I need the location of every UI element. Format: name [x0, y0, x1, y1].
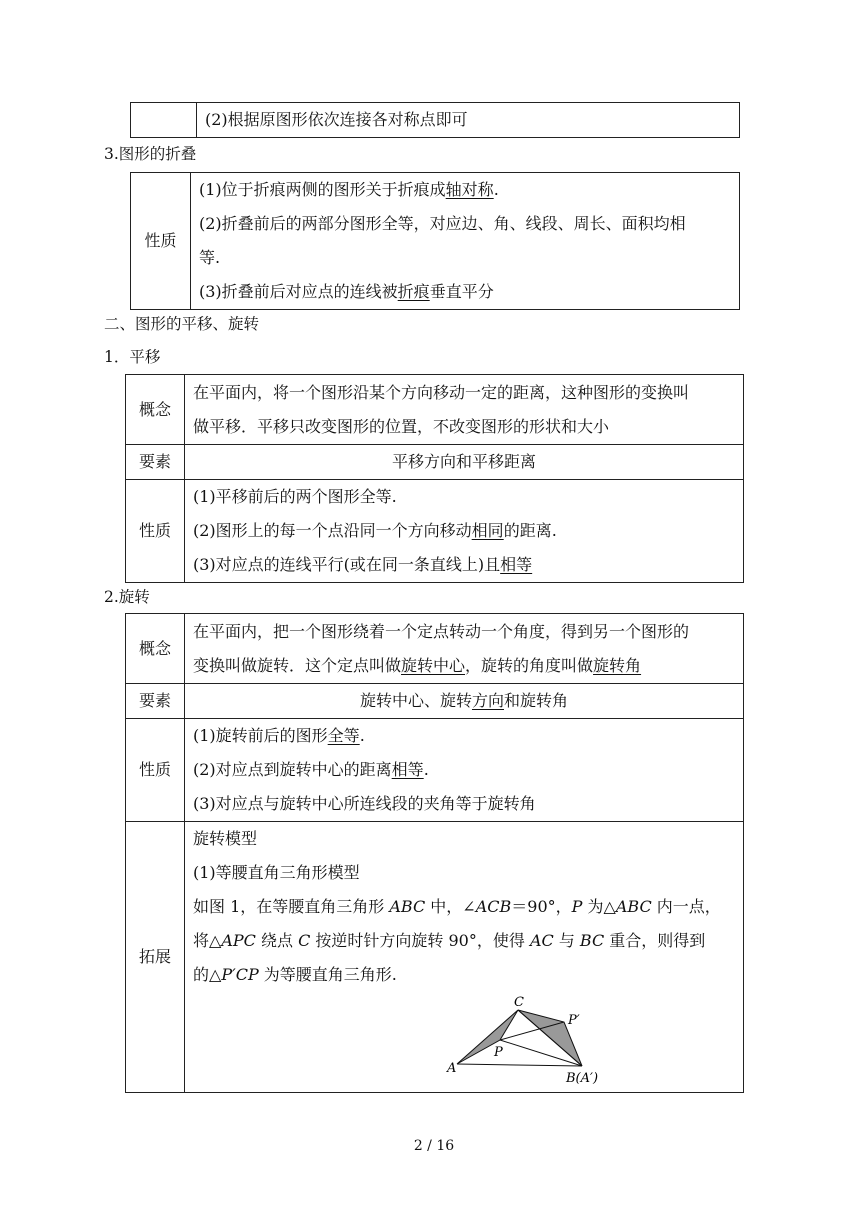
translation-concept-label: 概念 — [126, 375, 185, 445]
translation-properties — [185, 480, 744, 583]
rotation-property-label: 性质 — [126, 719, 185, 822]
folding-heading: 3.图形的折叠 — [104, 145, 197, 163]
translation-concept-line-1: 在平面内，将一个图形沿某个方向移动一定的距离，这种图形的变换叫 — [193, 382, 690, 402]
folding-prop-2b: 等. — [199, 248, 221, 267]
rotation-prop-2: (2)对应点到旋转中心的距离相等. — [193, 760, 429, 779]
rotation-heading: 2.旋转 — [104, 588, 150, 606]
translation-concept-line-2: 做平移．平移只改变图形的位置，不改变图形的形状和大小 — [193, 416, 610, 436]
extension-text-line-2: 将△APC 绕点 C 按逆时针方向旋转 90°，使得 AC 与 BC 重合，则得到 — [193, 931, 706, 950]
translation-prop-1: (1)平移前后的两个图形全等. — [193, 487, 397, 506]
label-b-a-prime: B(A′) — [566, 1071, 599, 1086]
extension-text-line-3: 的△P′CP 为等腰直角三角形. — [193, 965, 397, 984]
rotation-concept-label: 概念 — [126, 614, 185, 684]
folding-prop-1: (1)位于折痕两侧的图形关于折痕成轴对称. — [199, 180, 499, 199]
folding-properties — [191, 173, 740, 310]
extension-text-line-1: 如图 1，在等腰直角三角形 ABC 中，∠ACB＝90°，P 为△ABC 内一点， — [193, 897, 721, 916]
translation-heading: 1．平移 — [104, 348, 161, 366]
translation-elements-label: 要素 — [126, 445, 185, 480]
translation-prop-3: (3)对应点的连线平行(或在同一条直线上)且相等 — [193, 555, 533, 574]
rotation-elements: 旋转中心、旋转方向和旋转角 — [185, 684, 744, 719]
rotation-elements-label: 要素 — [126, 684, 185, 719]
label-p-prime: P′ — [568, 1013, 580, 1028]
label-c: C — [514, 995, 524, 1010]
symmetry-step-2: (2)根据原图形依次连接各对称点即可 — [197, 103, 740, 138]
translation-table — [125, 374, 744, 583]
rotation-concept — [185, 614, 744, 684]
page-number: 2 / 16 — [413, 1138, 455, 1154]
rotation-model-figure — [185, 992, 744, 1092]
folding-prop-3: (3)折叠前后对应点的连线被折痕垂直平分 — [199, 282, 494, 301]
rotation-prop-1: (1)旋转前后的图形全等. — [193, 726, 365, 745]
translation-prop-2: (2)图形上的每一个点沿同一个方向移动相同的距离. — [193, 521, 557, 540]
folding-table — [130, 172, 740, 310]
rotation-extension — [185, 822, 744, 1093]
translation-concept — [185, 375, 744, 445]
label-p: P — [494, 1045, 503, 1060]
rotation-prop-3: (3)对应点与旋转中心所连线段的夹角等于旋转角 — [193, 794, 536, 813]
empty-label-cell — [131, 103, 197, 138]
rotation-concept-line-1: 在平面内，把一个图形绕着一个定点转动一个角度，得到另一个图形的 — [193, 621, 690, 641]
isosceles-right-model: (1)等腰直角三角形模型 — [193, 863, 360, 882]
rotation-model-title: 旋转模型 — [193, 829, 258, 848]
rotation-table — [125, 613, 744, 1093]
rotation-properties — [185, 719, 744, 822]
section-translation-rotation-heading: 二、图形的平移、旋转 — [104, 315, 260, 333]
rotation-concept-line-2: 变换叫做旋转．这个定点叫做旋转中心，旋转的角度叫做旋转角 — [193, 655, 642, 675]
segment-ab — [457, 1064, 582, 1066]
symmetry-continuation-table — [130, 102, 740, 138]
rotation-extension-label: 拓展 — [126, 822, 185, 1093]
label-a: A — [447, 1061, 457, 1076]
folding-property-label: 性质 — [131, 173, 191, 310]
translation-elements: 平移方向和平移距离 — [185, 445, 744, 480]
translation-property-label: 性质 — [126, 480, 185, 583]
folding-prop-2a: (2)折叠前后的两部分图形全等，对应边、角、线段、周长、面积均相 — [199, 214, 686, 233]
